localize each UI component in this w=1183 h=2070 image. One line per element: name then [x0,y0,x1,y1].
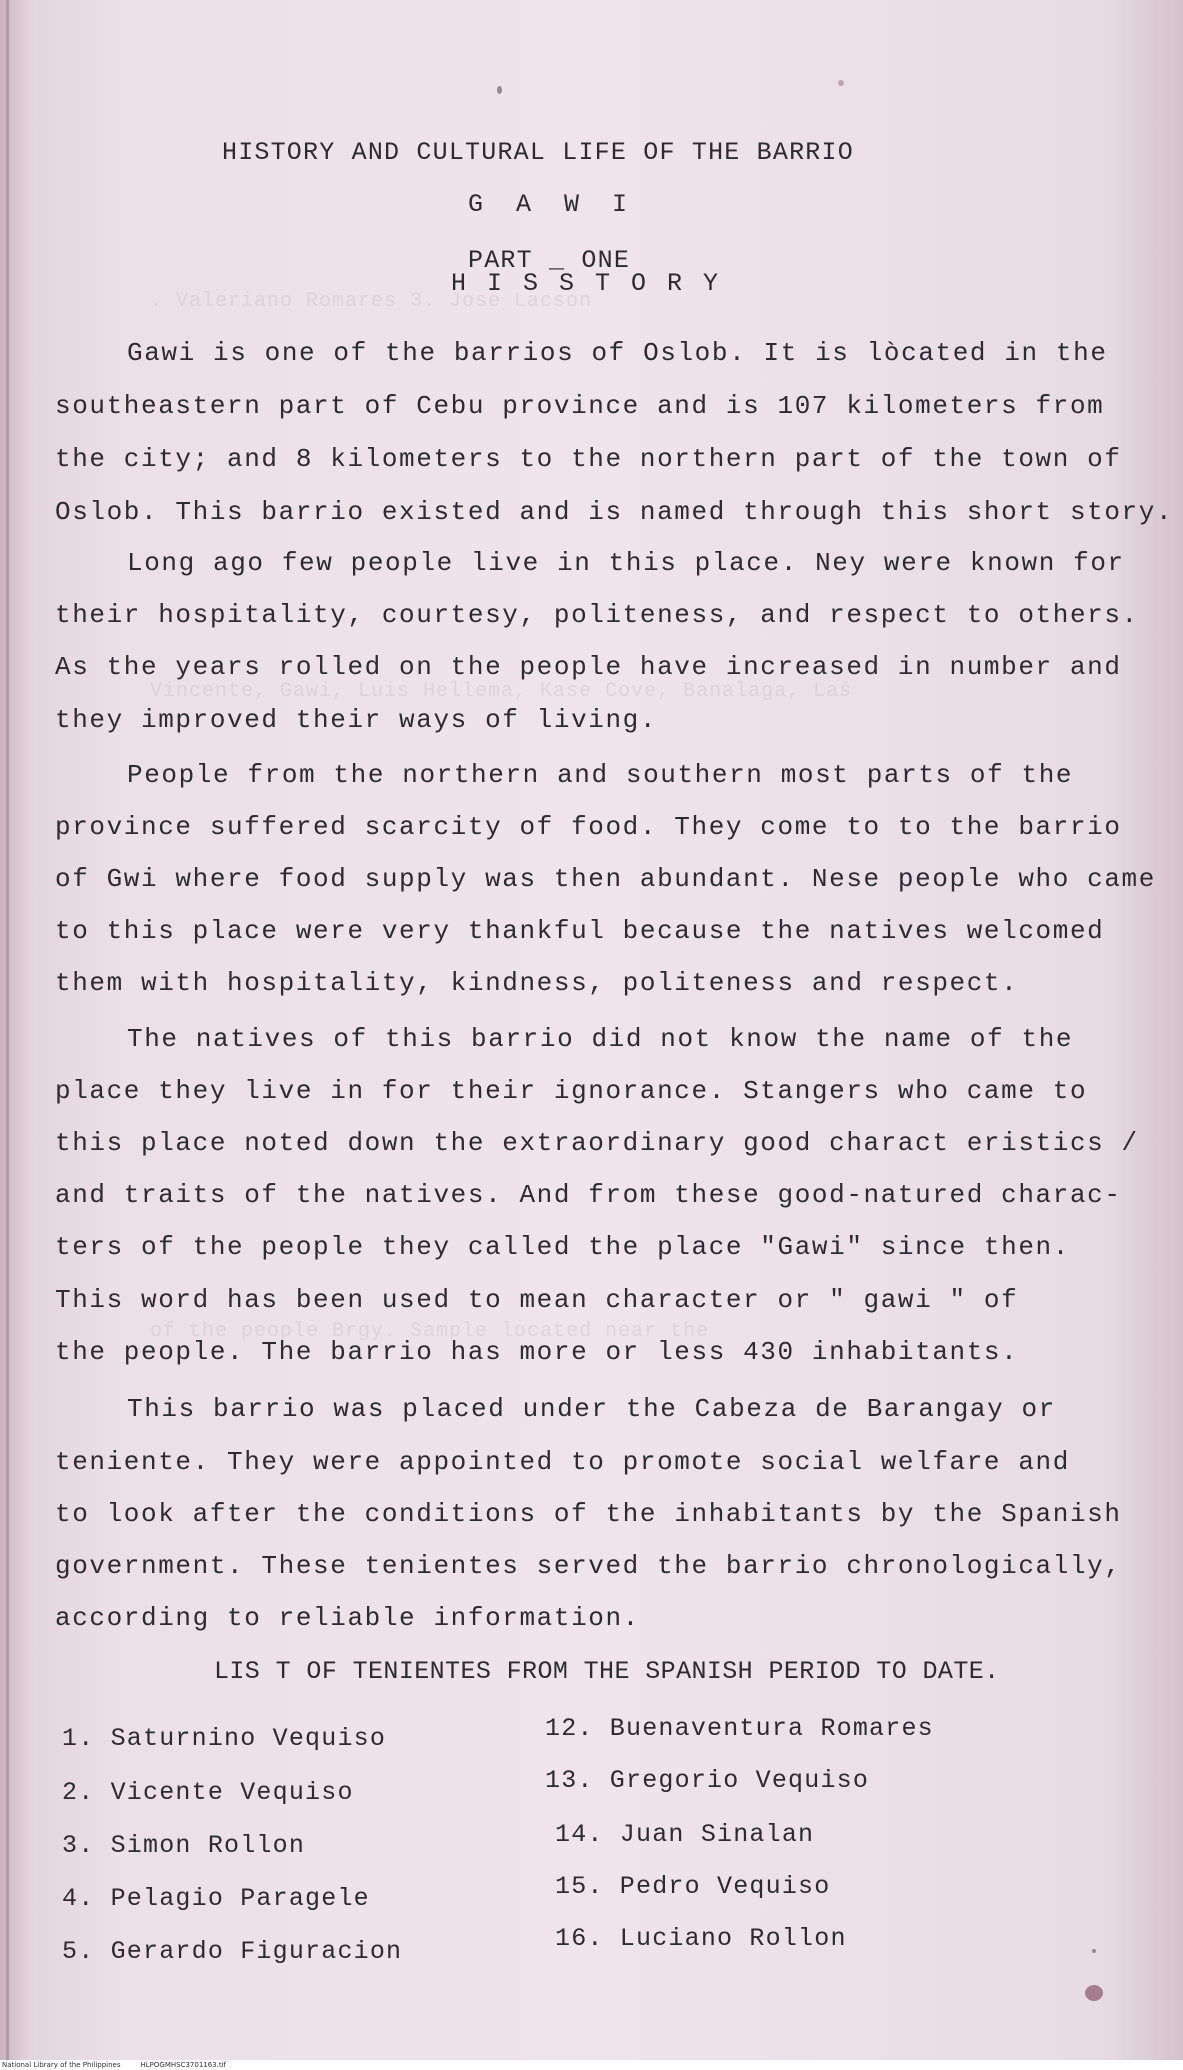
body-line: of Gwi where food supply was then abundant. Nese people who came [55,864,1156,894]
body-line: they improved their ways of living. [55,705,658,735]
body-line: The natives of this barrio did not know the name of the [127,1024,1074,1054]
body-line: Oslob. This barrio existed and is named through this short story. [55,497,1174,527]
body-line: ters of the people they called the place "Gawi" since then. [55,1232,1070,1262]
body-line: This word has been used to mean character or " gawi " of [55,1285,1019,1315]
bleed-through-text: . Valeriano Romares 3. Jose Lacson [150,290,593,313]
body-line: As the years rolled on the people have increased in number and [55,652,1122,682]
body-line: to look after the conditions of the inhabitants by the Spanish [55,1499,1122,1529]
teniente-item: 14. Juan Sinalan [555,1820,815,1849]
body-line: the city; and 8 kilometers to the northern part of the town of [55,444,1122,474]
scan-footer [0,2060,1183,2070]
body-line: government. These tenientes served the barrio chronologically, [55,1551,1122,1581]
body-line: teniente. They were appointed to promote social welfare and [55,1447,1070,1477]
body-line: southeastern part of Cebu province and is 107 kilometers from [55,391,1105,421]
teniente-item: 1. Saturnino Vequiso [62,1724,387,1753]
list-heading: LIS T OF TENIENTES FROM THE SPANISH PERIOD TO DATE. [214,1657,1000,1686]
ink-speck [1092,1949,1096,1953]
body-line: province suffered scarcity of food. They come to to the barrio [55,812,1122,842]
body-line: according to reliable information. [55,1603,640,1633]
ink-speck [1085,1985,1103,2001]
footer-library: National Library of the Philippines [2,2061,121,2069]
teniente-item: 4. Pelagio Paragele [62,1884,370,1913]
body-line: Gawi is one of the barrios of Oslob. It is lòcated in the [127,338,1108,368]
teniente-item: 13. Gregorio Vequiso [545,1766,870,1795]
bleed-through-text: Vincente, Gawi, Luis Hellema, Kase Cove, Banalaga, Laš [150,680,853,703]
body-line: People from the northern and southern most parts of the [127,760,1074,790]
teniente-item: 3. Simon Rollon [62,1831,306,1860]
body-line: the people. The barrio has more or less 430 inhabitants. [55,1337,1019,1367]
teniente-item: 5. Gerardo Figuracion [62,1937,403,1966]
teniente-item: 2. Vicente Vequiso [62,1778,354,1807]
body-line: to this place were very thankful because the natives welcomed [55,916,1105,946]
ink-speck [838,80,844,86]
body-line: their hospitality, courtesy, politeness, and respect to others. [55,600,1139,630]
teniente-item: 16. Luciano Rollon [555,1924,847,1953]
teniente-item: 12. Buenaventura Romares [545,1714,934,1743]
ink-speck [497,86,502,94]
document-title: HISTORY AND CULTURAL LIFE OF THE BARRIO [222,138,854,167]
body-line: Long ago few people live in this place. Ney were known for [127,548,1125,578]
body-line: this place noted down the extraordinary good charact eristics / [55,1128,1139,1158]
bleed-through-text: of the people Brgy. Sample located near the [150,1320,710,1343]
barrio-name: G A W I [468,190,637,219]
teniente-item: 15. Pedro Vequiso [555,1872,831,1901]
body-line: This barrio was placed under the Cabeza de Barangay or [127,1394,1056,1424]
body-line: them with hospitality, kindness, politeness and respect. [55,968,1019,998]
body-line: and traits of the natives. And from these good-natured charac- [55,1180,1122,1210]
part-heading: PART _ ONE [468,246,631,275]
footer-file-id: HLPOGMHSC3701163.tif [140,2061,227,2069]
section-heading: H I S S T O R Y [451,269,722,298]
body-line: place they live in for their ignorance. Stangers who came to [55,1076,1088,1106]
